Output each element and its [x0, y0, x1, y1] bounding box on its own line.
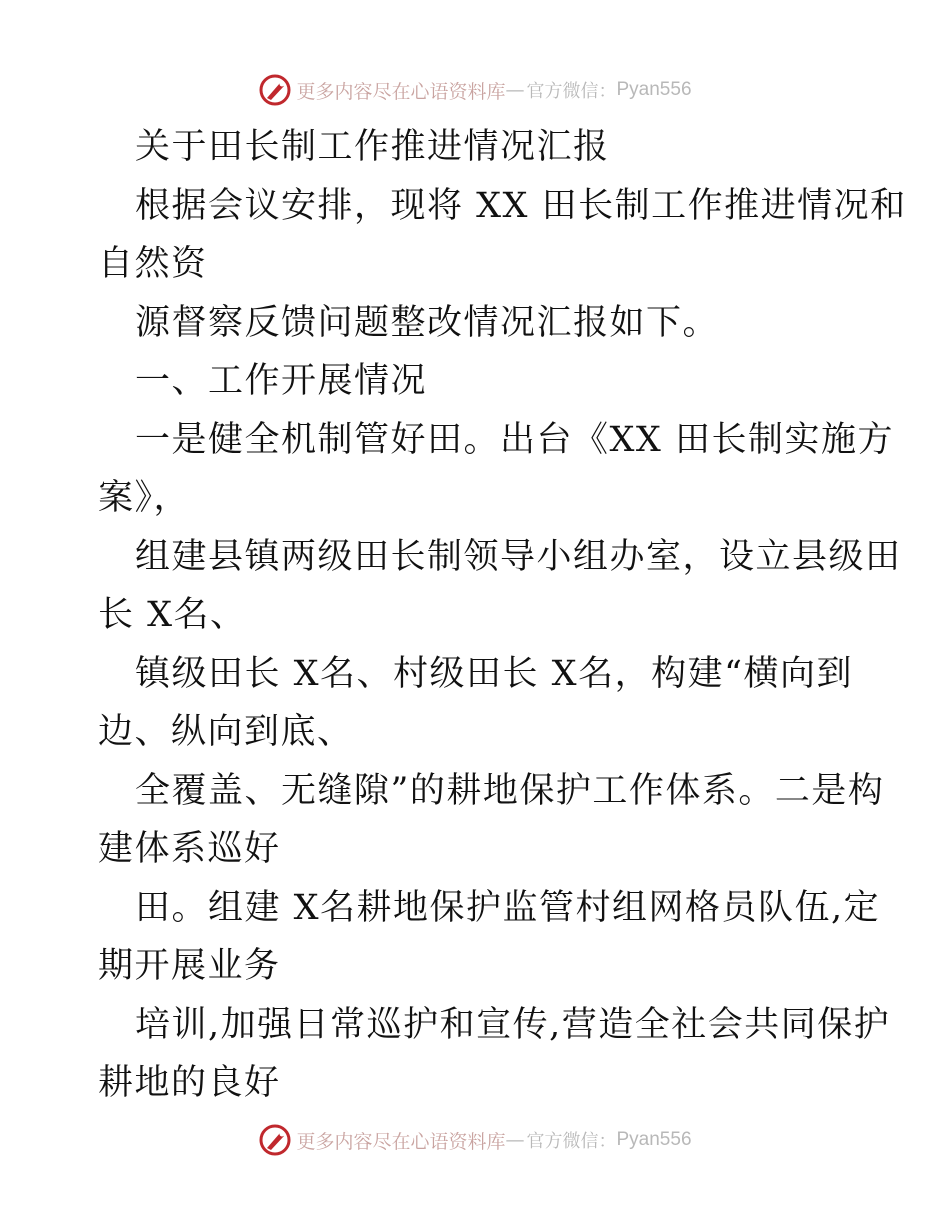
document-line: 案》， — [98, 478, 191, 518]
pen-seal-logo-icon — [258, 1123, 292, 1157]
watermark-sub-text: 官方微信： — [526, 81, 617, 102]
watermark-main-text: 更多内容尽在心语资料库 — [296, 80, 506, 103]
document-line: 源督察反馈问题整改情况汇报如下。 — [135, 302, 720, 343]
document-line: 长 X名、 — [98, 595, 247, 635]
footer-watermark — [0, 1120, 950, 1160]
watermark-main-text: 更多内容尽在心语资料库 — [296, 1130, 506, 1153]
pen-seal-logo-icon — [258, 73, 292, 107]
document-line: 根据会议安排，现将 XX 田长制工作推进情况和 — [135, 185, 907, 226]
header-watermark — [0, 70, 950, 110]
document-line: 建体系巡好 — [98, 829, 281, 869]
watermark-separator: — — [505, 79, 525, 101]
document-line: 自然资 — [98, 244, 208, 284]
document-line: 边、纵向到底、 — [98, 712, 354, 752]
document-body — [98, 118, 907, 1113]
section-heading: 一、工作开展情况 — [135, 361, 428, 401]
document-line: 培训,加强日常巡护和宣传,营造全社会共同保护 — [135, 1004, 891, 1045]
watermark-separator: — — [505, 1129, 525, 1151]
watermark-sub-text: 官方微信： — [526, 1131, 617, 1152]
document-line: 耕地的良好 — [98, 1063, 281, 1103]
document-line: 田。组建 X名耕地保护监管村组网格员队伍,定 — [135, 887, 881, 928]
document-line: 组建县镇两级田长制领导小组办室，设立县级田 — [135, 536, 902, 577]
watermark-wechat-id: Pyan556 — [616, 79, 692, 100]
watermark-wechat-id: Pyan556 — [616, 1129, 692, 1150]
document-line: 全覆盖、无缝隙”的耕地保护工作体系。二是构 — [135, 770, 885, 811]
document-line: 期开展业务 — [98, 946, 281, 986]
document-line: 镇级田长 X名、村级田长 X名，构建“横向到 — [135, 653, 853, 694]
document-title: 关于田长制工作推进情况汇报 — [135, 127, 610, 167]
document-line: 一是健全机制管好田。出台《XX 田长制实施方 — [135, 419, 894, 460]
